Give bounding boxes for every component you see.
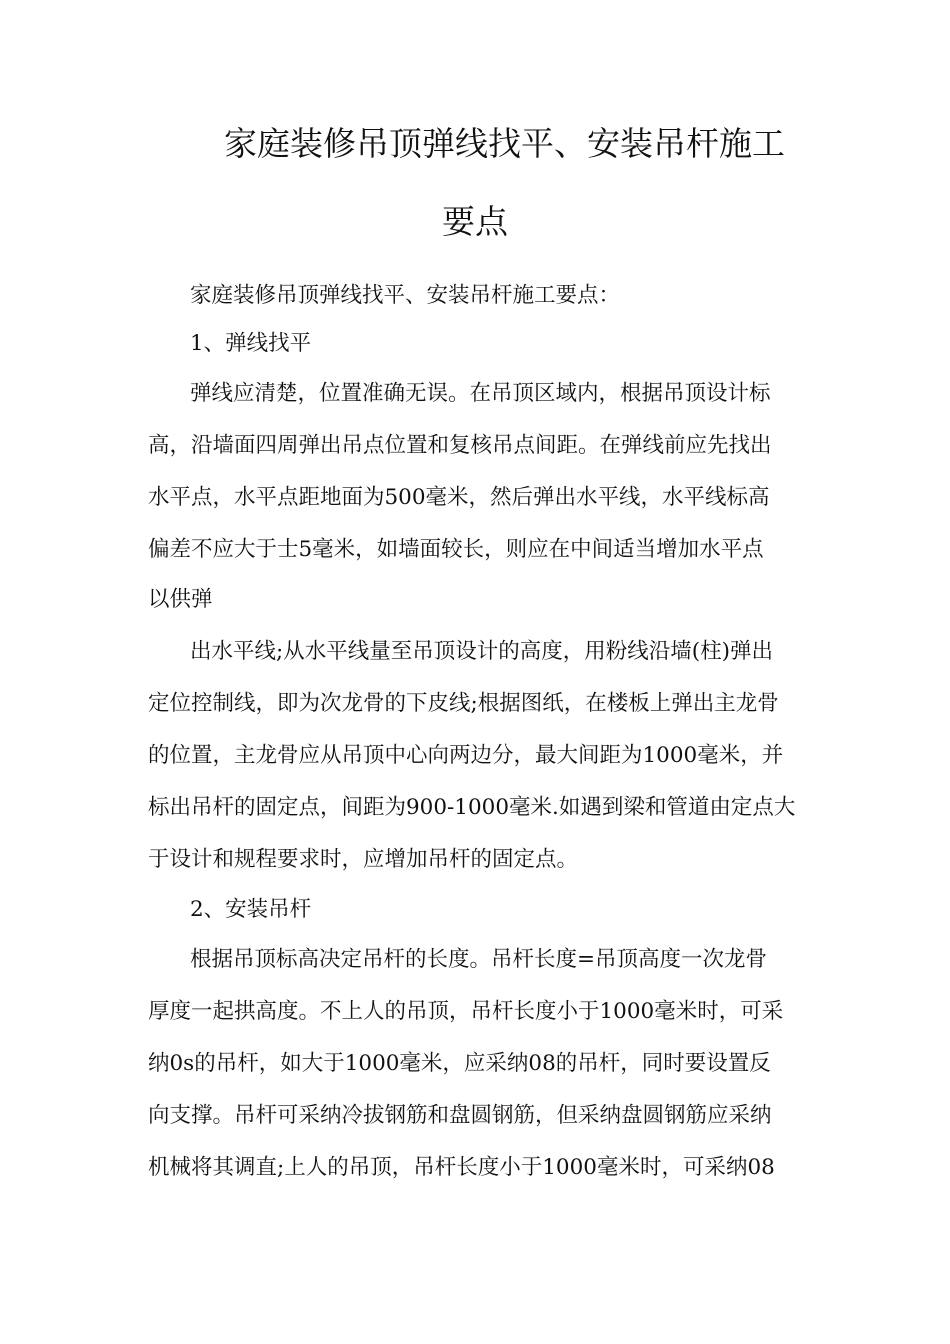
paragraph-line: 的位置，主龙骨应从吊顶中心向两边分，最大间距为1000毫米，并 — [148, 743, 784, 768]
paragraph-line: 出水平线;从水平线量至吊顶设计的高度，用粉线沿墙(柱)弹出 — [190, 639, 774, 664]
document-title-line-2: 要点 — [442, 202, 508, 241]
intro-line: 家庭装修吊顶弹线找平、安装吊杆施工要点： — [190, 283, 621, 308]
paragraph-line: 向支撑。吊杆可采纳冷拔钢筋和盘圆钢筋，但采纳盘圆钢筋应采纳 — [148, 1103, 772, 1128]
paragraph-line: 偏差不应大于士5毫米，如墙面较长，则应在中间适当增加水平点 — [148, 537, 764, 562]
paragraph-line: 根据吊顶标高决定吊杆的长度。吊杆长度=吊顶高度一次龙骨 — [190, 947, 768, 972]
paragraph-line: 厚度一起拱高度。不上人的吊顶，吊杆长度小于1000毫米时，可采 — [148, 999, 784, 1024]
paragraph-line: 机械将其调直;上人的吊顶，吊杆长度小于1000毫米时，可采纳08 — [148, 1155, 775, 1180]
section-2-heading: 2、安装吊杆 — [190, 897, 312, 922]
paragraph-line: 纳0s的吊杆，如大于1000毫米，应采纳08的吊杆，同时要设置反 — [148, 1051, 771, 1076]
paragraph-line: 以供弹 — [148, 587, 213, 612]
paragraph-line: 定位控制线，即为次龙骨的下皮线;根据图纸，在楼板上弹出主龙骨 — [148, 691, 779, 716]
paragraph-line: 于设计和规程要求时，应增加吊杆的固定点。 — [148, 847, 579, 872]
paragraph-line: 水平点，水平点距地面为500毫米，然后弹出水平线，水平线标高 — [148, 485, 770, 510]
paragraph-line: 弹线应清楚，位置准确无误。在吊顶区域内，根据吊顶设计标 — [190, 381, 771, 406]
paragraph-line: 高，沿墙面四周弹出吊点位置和复核吊点间距。在弹线前应先找出 — [148, 433, 772, 458]
section-1-heading: 1、弹线找平 — [190, 331, 312, 356]
document-title-line-1: 家庭装修吊顶弹线找平、安装吊杆施工 — [224, 124, 785, 163]
paragraph-line: 标出吊杆的固定点，间距为900-1000毫米.如遇到梁和管道由定点大 — [148, 795, 796, 820]
